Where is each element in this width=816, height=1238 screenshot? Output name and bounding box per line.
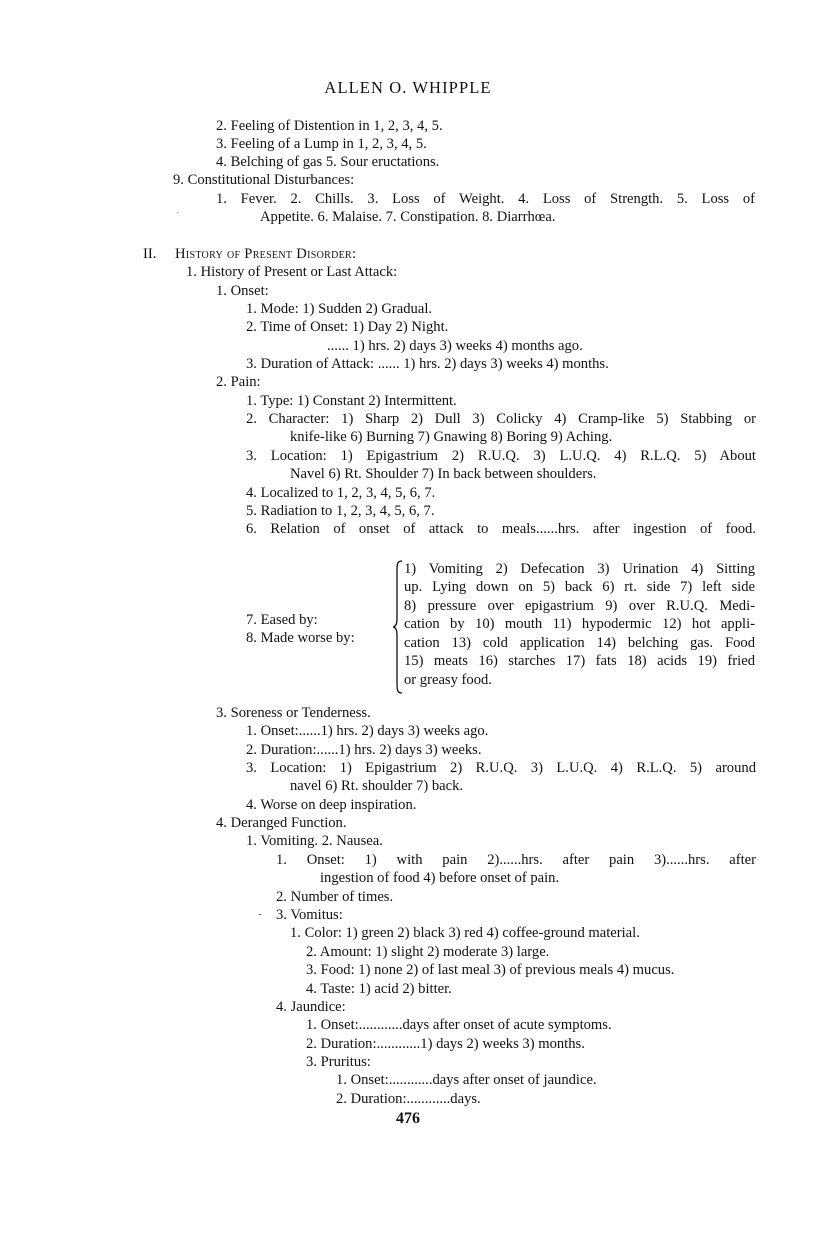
list-item: 1. Onset: 1) with pain 2)......hrs. after pain 3)......hrs. after [276,852,756,868]
list-item: 2. Character: 1) Sharp 2) Dull 3) Colicky 4) Cramp-like 5) Stabbing or [246,411,756,427]
list-item: 3. Duration of Attack: ...... 1) hrs. 2) days 3) weeks 4) months. [246,356,609,372]
list-item: 3. Pruritus: [306,1054,371,1070]
list-item: 2. Duration:............1) days 2) weeks 3) months. [306,1036,585,1052]
margin-mark: - [258,908,262,920]
list-item: 8. Made worse by: [246,630,355,646]
section-number: II. [143,246,157,262]
list-item: 1. Onset: [216,283,269,299]
list-item: 1. Vomiting. 2. Nausea. [246,833,383,849]
list-item: 2. Pain: [216,374,261,390]
list-item: 3. Location: 1) Epigastrium 2) R.U.Q. 3) L.U.Q. 4) R.L.Q. 5) around [246,760,756,776]
list-item: up. Lying down on 5) back 6) rt. side 7) left side [404,579,755,595]
running-header: ALLEN O. WHIPPLE [324,78,492,97]
list-item: ingestion of food 4) before onset of pain. [320,870,560,886]
list-item: 3. Location: 1) Epigastrium 2) R.U.Q. 3) L.U.Q. 4) R.L.Q. 5) About [246,448,756,464]
list-item: 3. Soreness or Tenderness. [216,705,371,721]
list-item: 5. Radiation to 1, 2, 3, 4, 5, 6, 7. [246,503,435,519]
list-item: 15) meats 16) starches 17) fats 18) acids 19) fried [404,653,755,669]
list-item: 2. Time of Onset: 1) Day 2) Night. [246,319,449,335]
list-item: 3. Vomitus: [276,907,343,923]
list-item: 8) pressure over epigastrium 9) over R.U.Q. Medi- [404,598,755,614]
list-item: 4. Worse on deep inspiration. [246,797,417,813]
list-item: Navel 6) Rt. Shoulder 7) In back between shoulders. [290,466,597,482]
list-item: 1. Color: 1) green 2) black 3) red 4) coffee-ground material. [290,925,640,941]
list-item: 1. Onset:............days after onset of jaundice. [336,1072,597,1088]
list-item: navel 6) Rt. shoulder 7) back. [290,778,464,794]
list-item: 1. Fever. 2. Chills. 3. Loss of Weight. 4. Loss of Strength. 5. Loss of [216,191,755,207]
list-item: 4. Belching of gas 5. Sour eructations. [216,154,440,170]
list-item: 1. Onset:......1) hrs. 2) days 3) weeks ago. [246,723,489,739]
list-item: Appetite. 6. Malaise. 7. Constipation. 8. Diarrhœa. [260,209,556,225]
list-item: 2. Duration:............days. [336,1091,481,1107]
curly-brace-icon [393,560,403,694]
margin-mark: ˈ [176,210,180,222]
list-item: 7. Eased by: [246,612,318,628]
section-title: History of Present Disorder: [175,246,357,262]
section-heading: 9. Constitutional Disturbances: [173,172,355,188]
list-item: knife-like 6) Burning 7) Gnawing 8) Boring 9) Aching. [290,429,613,445]
list-item: 4. Localized to 1, 2, 3, 4, 5, 6, 7. [246,485,436,501]
list-item: 3. Feeling of a Lump in 1, 2, 3, 4, 5. [216,136,427,152]
list-item: or greasy food. [404,672,492,688]
list-item: 1. History of Present or Last Attack: [186,264,398,280]
list-item: 2. Number of times. [276,889,394,905]
list-item: 4. Deranged Function. [216,815,347,831]
list-item: 2. Amount: 1) slight 2) moderate 3) large. [306,944,550,960]
list-item: 1. Type: 1) Constant 2) Intermittent. [246,393,457,409]
page-number: 476 [396,1110,420,1127]
list-item: ...... 1) hrs. 2) days 3) weeks 4) months ago. [327,338,583,354]
list-item: 4. Taste: 1) acid 2) bitter. [306,981,452,997]
list-item: 1) Vomiting 2) Defecation 3) Urination 4) Sitting [404,561,755,577]
list-item: 1. Onset:............days after onset of acute symptoms. [306,1017,612,1033]
list-item: 3. Food: 1) none 2) of last meal 3) of previous meals 4) mucus. [306,962,675,978]
list-item: cation 13) cold application 14) belching gas. Food [404,635,755,651]
list-item: 4. Jaundice: [276,999,346,1015]
list-item: 1. Mode: 1) Sudden 2) Gradual. [246,301,433,317]
list-item: cation by 10) mouth 11) hypodermic 12) hot appli- [404,616,755,632]
list-item: 2. Duration:......1) hrs. 2) days 3) weeks. [246,742,482,758]
list-item: 6. Relation of onset of attack to meals......hrs. after ingestion of food. [246,521,756,537]
list-item: 2. Feeling of Distention in 1, 2, 3, 4, 5. [216,118,443,134]
